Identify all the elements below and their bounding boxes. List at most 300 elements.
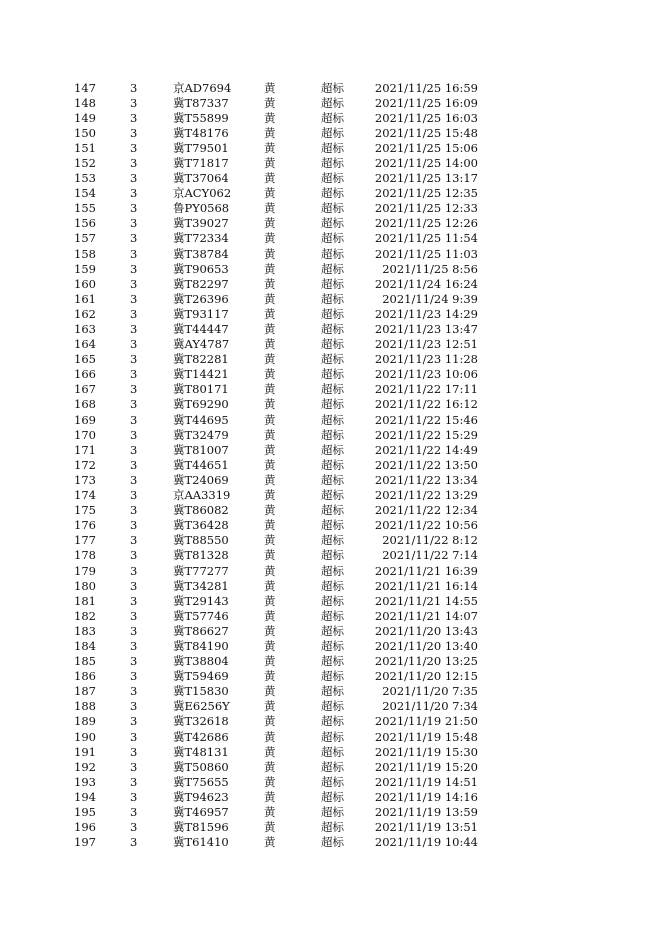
table-row xyxy=(0,367,662,382)
plate-color: 黄 xyxy=(264,412,276,427)
table-row xyxy=(0,699,662,714)
row-number: 151 xyxy=(74,140,96,155)
row-number: 188 xyxy=(74,699,96,714)
row-number: 171 xyxy=(74,442,96,457)
emission-status: 超标 xyxy=(321,261,344,276)
row-number: 148 xyxy=(74,95,96,110)
plate-color: 黄 xyxy=(264,578,276,593)
vehicle-class: 3 xyxy=(130,367,138,382)
table-row xyxy=(0,669,662,684)
record-time: 2021/11/25 16:59 xyxy=(374,80,478,95)
vehicle-class: 3 xyxy=(130,412,138,427)
plate-color: 黄 xyxy=(264,518,276,533)
plate-number: 冀T71817 xyxy=(173,155,229,170)
plate-number: 冀T24069 xyxy=(173,472,229,487)
record-time: 2021/11/21 14:07 xyxy=(374,608,478,623)
vehicle-class: 3 xyxy=(130,80,138,95)
emission-status: 超标 xyxy=(321,367,344,382)
record-time: 2021/11/22 10:56 xyxy=(374,518,478,533)
emission-status: 超标 xyxy=(321,427,344,442)
emission-status: 超标 xyxy=(321,337,344,352)
row-number: 187 xyxy=(74,684,96,699)
table-row xyxy=(0,413,662,428)
table-row xyxy=(0,186,662,201)
plate-number: 冀T42686 xyxy=(173,729,229,744)
row-number: 167 xyxy=(74,382,96,397)
plate-color: 黄 xyxy=(264,759,276,774)
row-number: 165 xyxy=(74,352,96,367)
plate-color: 黄 xyxy=(264,427,276,442)
emission-status: 超标 xyxy=(321,503,344,518)
plate-number: 冀T38804 xyxy=(173,654,229,669)
plate-color: 黄 xyxy=(264,442,276,457)
plate-number: 冀T38784 xyxy=(173,246,229,261)
vehicle-class: 3 xyxy=(130,95,138,110)
record-time: 2021/11/21 16:14 xyxy=(374,578,478,593)
plate-number: 冀T61410 xyxy=(173,835,229,850)
record-time: 2021/11/20 12:15 xyxy=(374,669,478,684)
record-time: 2021/11/23 14:29 xyxy=(374,306,478,321)
record-time: 2021/11/25 16:09 xyxy=(374,95,478,110)
plate-color: 黄 xyxy=(264,503,276,518)
record-time: 2021/11/22 14:49 xyxy=(374,442,478,457)
record-time: 2021/11/19 15:20 xyxy=(374,759,478,774)
table-row xyxy=(0,835,662,850)
row-number: 149 xyxy=(74,110,96,125)
vehicle-class: 3 xyxy=(130,623,138,638)
record-time: 2021/11/24 16:24 xyxy=(374,276,478,291)
plate-color: 黄 xyxy=(264,171,276,186)
table-row xyxy=(0,760,662,775)
table-row xyxy=(0,262,662,277)
table-row xyxy=(0,714,662,729)
plate-number: 冀T37064 xyxy=(173,171,229,186)
vehicle-class: 3 xyxy=(130,125,138,140)
table-row xyxy=(0,473,662,488)
record-time: 2021/11/25 16:03 xyxy=(374,110,478,125)
emission-status: 超标 xyxy=(321,563,344,578)
row-number: 181 xyxy=(74,593,96,608)
record-time: 2021/11/19 13:51 xyxy=(374,820,478,835)
record-time: 2021/11/19 15:30 xyxy=(374,744,478,759)
row-number: 166 xyxy=(74,367,96,382)
plate-number: 冀T93117 xyxy=(173,306,229,321)
vehicle-class: 3 xyxy=(130,669,138,684)
emission-status: 超标 xyxy=(321,125,344,140)
plate-color: 黄 xyxy=(264,367,276,382)
emission-status: 超标 xyxy=(321,488,344,503)
emission-status: 超标 xyxy=(321,638,344,653)
table-row xyxy=(0,564,662,579)
table-row xyxy=(0,684,662,699)
emission-status: 超标 xyxy=(321,714,344,729)
table-row xyxy=(0,609,662,624)
plate-color: 黄 xyxy=(264,638,276,653)
record-time: 2021/11/23 13:47 xyxy=(374,322,478,336)
vehicle-class: 3 xyxy=(130,503,138,518)
table-row xyxy=(0,277,662,292)
row-number: 197 xyxy=(74,835,96,850)
plate-number: 冀T46957 xyxy=(173,805,229,819)
row-number: 193 xyxy=(74,774,96,789)
plate-number: 冀T57746 xyxy=(173,608,229,623)
emission-status: 超标 xyxy=(321,518,344,533)
record-time: 2021/11/19 13:59 xyxy=(374,805,478,819)
emission-status: 超标 xyxy=(321,216,344,231)
plate-number: 冀AY4787 xyxy=(173,337,230,352)
plate-number: 冀T75655 xyxy=(173,774,229,789)
vehicle-class: 3 xyxy=(130,789,138,804)
emission-status: 超标 xyxy=(321,397,344,412)
row-number: 178 xyxy=(74,548,96,563)
plate-color: 黄 xyxy=(264,623,276,638)
record-time: 2021/11/21 16:39 xyxy=(374,563,478,578)
row-number: 156 xyxy=(74,216,96,231)
row-number: 183 xyxy=(74,623,96,638)
record-time: 2021/11/19 14:16 xyxy=(374,789,478,804)
record-time: 2021/11/25 12:33 xyxy=(374,201,478,216)
plate-color: 黄 xyxy=(264,789,276,804)
table-row xyxy=(0,488,662,503)
vehicle-class: 3 xyxy=(130,442,138,457)
vehicle-class: 3 xyxy=(130,744,138,759)
plate-number: 冀T44695 xyxy=(173,412,229,427)
emission-status: 超标 xyxy=(321,246,344,261)
row-number: 192 xyxy=(74,759,96,774)
plate-number: 冀T80171 xyxy=(173,382,229,397)
row-number: 159 xyxy=(74,261,96,276)
emission-status: 超标 xyxy=(321,322,344,336)
vehicle-class: 3 xyxy=(130,548,138,563)
emission-status: 超标 xyxy=(321,186,344,201)
plate-color: 黄 xyxy=(264,472,276,487)
row-number: 195 xyxy=(74,805,96,819)
emission-status: 超标 xyxy=(321,533,344,548)
record-time: 2021/11/21 14:55 xyxy=(374,593,478,608)
vehicle-class: 3 xyxy=(130,835,138,850)
vehicle-class: 3 xyxy=(130,699,138,714)
plate-number: 冀T82281 xyxy=(173,352,229,367)
record-time: 2021/11/25 12:35 xyxy=(374,186,478,201)
row-number: 164 xyxy=(74,337,96,352)
record-time: 2021/11/20 13:43 xyxy=(374,623,478,638)
table-row xyxy=(0,639,662,654)
plate-color: 黄 xyxy=(264,80,276,95)
plate-number: 冀T86627 xyxy=(173,623,229,638)
plate-number: 冀T94623 xyxy=(173,789,229,804)
row-number: 185 xyxy=(74,654,96,669)
emission-status: 超标 xyxy=(321,729,344,744)
emission-status: 超标 xyxy=(321,654,344,669)
plate-number: 冀T34281 xyxy=(173,578,229,593)
emission-status: 超标 xyxy=(321,80,344,95)
plate-number: 冀T44651 xyxy=(173,457,229,472)
record-time: 2021/11/22 12:34 xyxy=(374,503,478,518)
vehicle-class: 3 xyxy=(130,231,138,246)
plate-color: 黄 xyxy=(264,216,276,231)
emission-status: 超标 xyxy=(321,201,344,216)
table-row xyxy=(0,533,662,548)
table-row xyxy=(0,307,662,322)
plate-number: 冀T48131 xyxy=(173,744,229,759)
vehicle-class: 3 xyxy=(130,261,138,276)
emission-status: 超标 xyxy=(321,623,344,638)
row-number: 182 xyxy=(74,608,96,623)
plate-color: 黄 xyxy=(264,276,276,291)
vehicle-class: 3 xyxy=(130,322,138,336)
plate-color: 黄 xyxy=(264,729,276,744)
emission-status: 超标 xyxy=(321,759,344,774)
plate-color: 黄 xyxy=(264,835,276,850)
record-time: 2021/11/19 15:48 xyxy=(374,729,478,744)
plate-color: 黄 xyxy=(264,714,276,729)
emission-status: 超标 xyxy=(321,442,344,457)
plate-color: 黄 xyxy=(264,306,276,321)
table-row xyxy=(0,820,662,835)
record-time: 2021/11/19 14:51 xyxy=(374,774,478,789)
plate-color: 黄 xyxy=(264,186,276,201)
plate-number: 冀T44447 xyxy=(173,322,229,336)
record-time: 2021/11/25 15:48 xyxy=(374,125,478,140)
emission-status: 超标 xyxy=(321,291,344,306)
plate-number: 冀T26396 xyxy=(173,291,229,306)
plate-color: 黄 xyxy=(264,563,276,578)
vehicle-class: 3 xyxy=(130,638,138,653)
vehicle-class: 3 xyxy=(130,563,138,578)
row-number: 176 xyxy=(74,518,96,533)
emission-status: 超标 xyxy=(321,472,344,487)
record-time: 2021/11/22 13:34 xyxy=(374,472,478,487)
plate-color: 黄 xyxy=(264,125,276,140)
row-number: 194 xyxy=(74,789,96,804)
record-time: 2021/11/25 11:54 xyxy=(374,231,478,246)
plate-number: 冀T88550 xyxy=(173,533,229,548)
record-time: 2021/11/20 13:40 xyxy=(374,638,478,653)
table-row xyxy=(0,352,662,367)
row-number: 168 xyxy=(74,397,96,412)
plate-number: 冀T32479 xyxy=(173,427,229,442)
vehicle-class: 3 xyxy=(130,684,138,699)
row-number: 155 xyxy=(74,201,96,216)
plate-color: 黄 xyxy=(264,533,276,548)
plate-color: 黄 xyxy=(264,774,276,789)
row-number: 179 xyxy=(74,563,96,578)
row-number: 191 xyxy=(74,744,96,759)
row-number: 154 xyxy=(74,186,96,201)
record-time: 2021/11/20 13:25 xyxy=(374,654,478,669)
row-number: 189 xyxy=(74,714,96,729)
row-number: 177 xyxy=(74,533,96,548)
vehicle-class: 3 xyxy=(130,110,138,125)
plate-number: 京AA3319 xyxy=(173,488,231,503)
table-row xyxy=(0,790,662,805)
table-row xyxy=(0,322,662,337)
row-number: 190 xyxy=(74,729,96,744)
plate-color: 黄 xyxy=(264,110,276,125)
table-row xyxy=(0,397,662,412)
table-row xyxy=(0,443,662,458)
row-number: 175 xyxy=(74,503,96,518)
vehicle-class: 3 xyxy=(130,140,138,155)
row-number: 157 xyxy=(74,231,96,246)
plate-color: 黄 xyxy=(264,352,276,367)
plate-number: 冀T84190 xyxy=(173,638,229,653)
record-time: 2021/11/25 14:00 xyxy=(374,155,478,170)
plate-color: 黄 xyxy=(264,684,276,699)
row-number: 160 xyxy=(74,276,96,291)
vehicle-class: 3 xyxy=(130,472,138,487)
plate-number: 冀T81328 xyxy=(173,548,229,563)
vehicle-class: 3 xyxy=(130,427,138,442)
vehicle-class: 3 xyxy=(130,291,138,306)
plate-number: 冀T50860 xyxy=(173,759,229,774)
record-time: 2021/11/25 8:56 xyxy=(382,261,478,276)
record-time: 2021/11/22 13:50 xyxy=(374,457,478,472)
table-row xyxy=(0,745,662,760)
plate-number: 冀T14421 xyxy=(173,367,229,382)
plate-color: 黄 xyxy=(264,291,276,306)
plate-color: 黄 xyxy=(264,140,276,155)
vehicle-class: 3 xyxy=(130,488,138,503)
row-number: 169 xyxy=(74,412,96,427)
plate-color: 黄 xyxy=(264,669,276,684)
plate-color: 黄 xyxy=(264,155,276,170)
table-row xyxy=(0,337,662,352)
record-time: 2021/11/22 13:29 xyxy=(374,488,478,503)
vehicle-class: 3 xyxy=(130,306,138,321)
emission-status: 超标 xyxy=(321,171,344,186)
table-row xyxy=(0,624,662,639)
emission-status: 超标 xyxy=(321,684,344,699)
vehicle-class: 3 xyxy=(130,186,138,201)
table-row xyxy=(0,247,662,262)
plate-color: 黄 xyxy=(264,548,276,563)
plate-color: 黄 xyxy=(264,608,276,623)
plate-number: 冀T39027 xyxy=(173,216,229,231)
plate-color: 黄 xyxy=(264,261,276,276)
row-number: 196 xyxy=(74,820,96,835)
record-time: 2021/11/19 10:44 xyxy=(374,835,478,850)
row-number: 150 xyxy=(74,125,96,140)
row-number: 170 xyxy=(74,427,96,442)
plate-color: 黄 xyxy=(264,337,276,352)
plate-color: 黄 xyxy=(264,593,276,608)
table-row xyxy=(0,654,662,669)
table-row xyxy=(0,111,662,126)
plate-number: 冀T36428 xyxy=(173,518,229,533)
record-time: 2021/11/20 7:34 xyxy=(382,699,478,714)
emission-status: 超标 xyxy=(321,276,344,291)
table-row xyxy=(0,216,662,231)
vehicle-class: 3 xyxy=(130,820,138,835)
row-number: 172 xyxy=(74,457,96,472)
plate-number: 冀E6256Y xyxy=(173,699,230,714)
plate-color: 黄 xyxy=(264,201,276,216)
vehicle-class: 3 xyxy=(130,397,138,412)
vehicle-class: 3 xyxy=(130,533,138,548)
emission-status: 超标 xyxy=(321,352,344,367)
record-time: 2021/11/24 9:39 xyxy=(382,291,478,306)
table-row xyxy=(0,775,662,790)
table-row xyxy=(0,171,662,186)
emission-status: 超标 xyxy=(321,155,344,170)
record-time: 2021/11/23 12:51 xyxy=(374,337,478,352)
emission-status: 超标 xyxy=(321,110,344,125)
emission-status: 超标 xyxy=(321,669,344,684)
vehicle-class: 3 xyxy=(130,759,138,774)
record-time: 2021/11/20 7:35 xyxy=(382,684,478,699)
emission-status: 超标 xyxy=(321,140,344,155)
emission-status: 超标 xyxy=(321,699,344,714)
plate-color: 黄 xyxy=(264,382,276,397)
record-time: 2021/11/23 10:06 xyxy=(374,367,478,382)
table-row xyxy=(0,201,662,216)
plate-color: 黄 xyxy=(264,246,276,261)
emission-status: 超标 xyxy=(321,548,344,563)
row-number: 161 xyxy=(74,291,96,306)
plate-number: 冀T90653 xyxy=(173,261,229,276)
row-number: 173 xyxy=(74,472,96,487)
row-number: 158 xyxy=(74,246,96,261)
emission-status: 超标 xyxy=(321,457,344,472)
emission-status: 超标 xyxy=(321,789,344,804)
table-row xyxy=(0,141,662,156)
vehicle-class: 3 xyxy=(130,382,138,397)
row-number: 186 xyxy=(74,669,96,684)
vehicle-class: 3 xyxy=(130,155,138,170)
plate-number: 冀T79501 xyxy=(173,140,229,155)
emission-status: 超标 xyxy=(321,805,344,819)
plate-number: 京AD7694 xyxy=(173,80,232,95)
plate-number: 冀T69290 xyxy=(173,397,229,412)
table-row xyxy=(0,730,662,745)
table-row xyxy=(0,594,662,609)
vehicle-class: 3 xyxy=(130,246,138,261)
table-row xyxy=(0,382,662,397)
record-time: 2021/11/19 21:50 xyxy=(374,714,478,729)
emission-status: 超标 xyxy=(321,744,344,759)
vehicle-class: 3 xyxy=(130,729,138,744)
plate-number: 鲁PY0568 xyxy=(173,201,230,216)
plate-number: 冀T72334 xyxy=(173,231,229,246)
row-number: 153 xyxy=(74,171,96,186)
row-number: 184 xyxy=(74,638,96,653)
vehicle-class: 3 xyxy=(130,608,138,623)
table-row xyxy=(0,428,662,443)
emission-status: 超标 xyxy=(321,231,344,246)
row-number: 180 xyxy=(74,578,96,593)
plate-number: 冀T15830 xyxy=(173,684,229,699)
vehicle-class: 3 xyxy=(130,654,138,669)
record-time: 2021/11/22 8:12 xyxy=(382,533,478,548)
plate-number: 冀T48176 xyxy=(173,125,229,140)
plate-number: 冀T32618 xyxy=(173,714,229,729)
table-row xyxy=(0,805,662,820)
plate-number: 冀T81007 xyxy=(173,442,229,457)
record-time: 2021/11/25 15:06 xyxy=(374,140,478,155)
vehicle-class: 3 xyxy=(130,593,138,608)
table-row xyxy=(0,518,662,533)
table-row xyxy=(0,579,662,594)
emission-status: 超标 xyxy=(321,774,344,789)
plate-color: 黄 xyxy=(264,654,276,669)
emission-status: 超标 xyxy=(321,412,344,427)
vehicle-class: 3 xyxy=(130,714,138,729)
row-number: 152 xyxy=(74,155,96,170)
table-row xyxy=(0,458,662,473)
record-time: 2021/11/25 13:17 xyxy=(374,171,478,186)
table-row xyxy=(0,96,662,111)
